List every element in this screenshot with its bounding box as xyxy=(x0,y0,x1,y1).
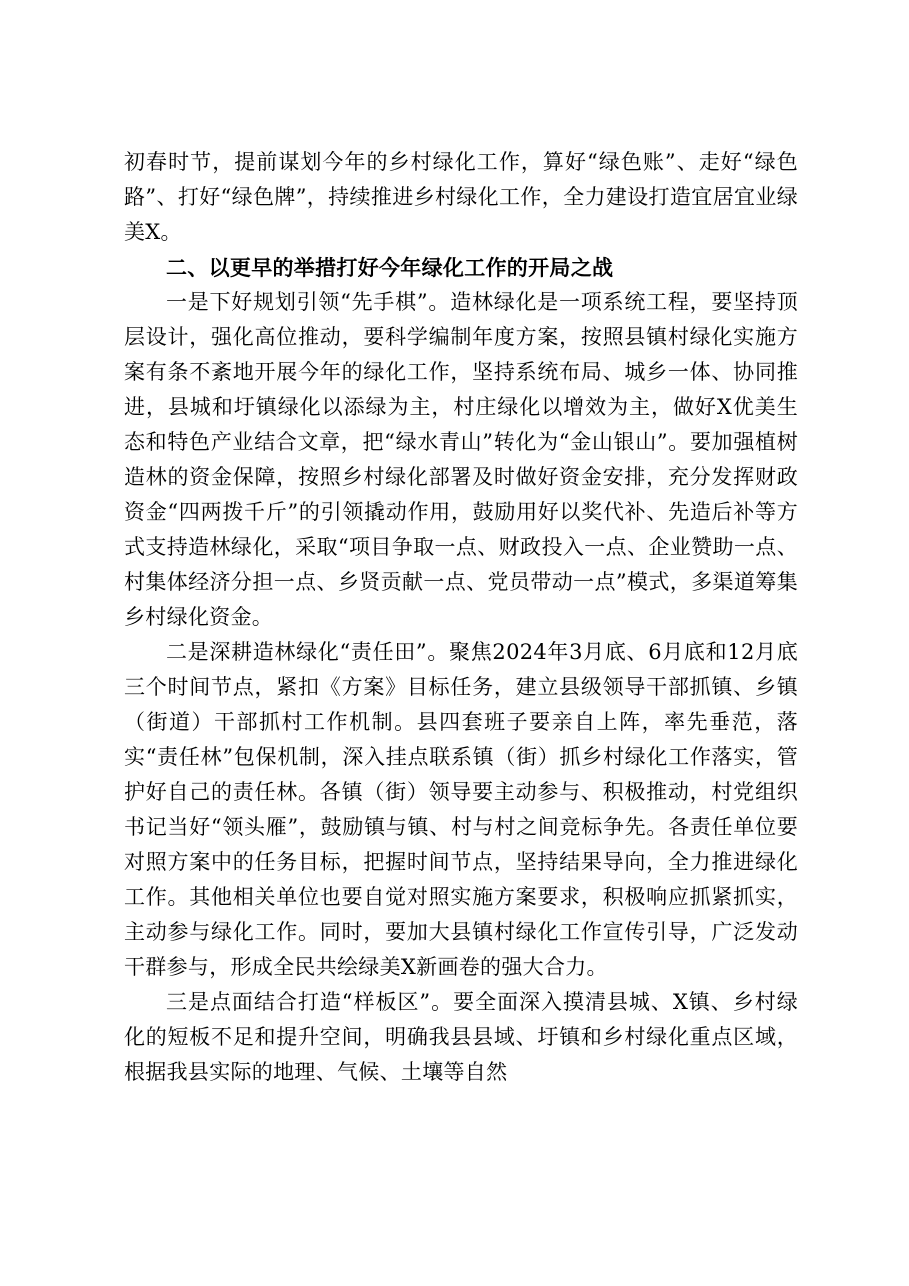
body-paragraph-responsibility: 二是深耕造林绿化“责任田”。聚焦2024年3月底、6月底和12月底三个时间节点，紧扣《方案》目标任务，建立县级领导干部抓镇、乡镇（街道）干部抓村工作机制。县四套班子要亲自上阵，率先垂范，落实“责任林”包保机制，深入挂点联系镇（街）抓乡村绿化工作落实，管护好自己的责任林。各镇（街）领导要主动参与、积极推动，村党组织书记当好“领头雁”，鼓励镇与镇、村与村之间竞标争先。各责任单位要对照方案中的任务目标，把握时间节点，坚持结果导向，全力推进绿化工作。其他相关单位也要自觉对照实施方案要求，积极响应抓紧抓实，主动参与绿化工作。同时，要加大县镇村绿化工作宣传引导，广泛发动干群参与，形成全民共绘绿美X新画卷的强大合力。 xyxy=(124,640,798,979)
section-heading: 二、以更早的举措打好今年绿化工作的开局之战 xyxy=(166,255,614,280)
document-page xyxy=(124,145,798,1090)
body-paragraph-planning: 一是下好规划引领“先手棋”。造林绿化是一项系统工程，要坚持顶层设计，强化高位推动，要科学编制年度方案，按照县镇村绿化实施方案有条不紊地开展今年的绿化工作，坚持系统布局、城乡一体、协同推进，县城和圩镇绿化以添绿为主，村庄绿化以增效为主，做好X优美生态和特色产业结合文章，把“绿水青山”转化为“金山银山”。要加强植树造林的资金保障，按照乡村绿化部署及时做好资金安排，充分发挥财政资金“四两拨千斤”的引领撬动作用，鼓励用好以奖代补、先造后补等方式支持造林绿化，采取“项目争取一点、财政投入一点、企业赞助一点、村集体经济分担一点、乡贤贡献一点、党员带动一点”模式，多渠道筹集乡村绿化资金。 xyxy=(124,290,798,629)
intro-paragraph: 初春时节，提前谋划今年的乡村绿化工作，算好“绿色账”、走好“绿色路”、打好“绿色牌”，持续推进乡村绿化工作，全力建设打造宜居宜业绿美X。 xyxy=(124,150,798,244)
body-paragraph-model-area: 三是点面结合打造“样板区”。要全面深入摸清县城、X镇、乡村绿化的短板不足和提升空间，明确我县县域、圩镇和乡村绿化重点区域，根据我县实际的地理、气候、土壤等自然 xyxy=(124,990,798,1084)
